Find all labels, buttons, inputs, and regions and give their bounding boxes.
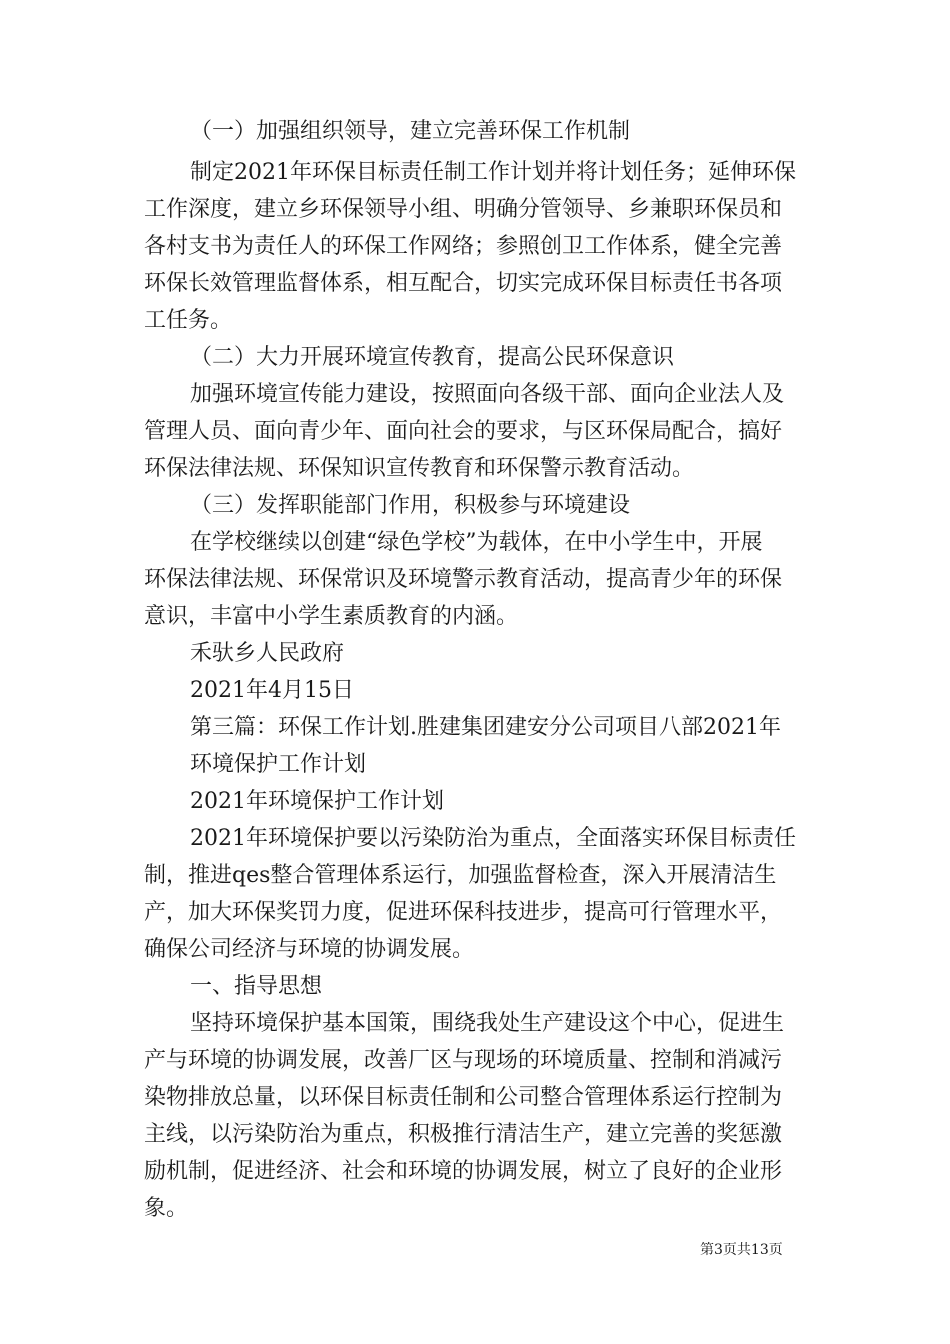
paragraph-line: 环保法律法规、环保知识宣传教育和环保警示教育活动。 (144, 456, 695, 481)
paragraph-line: 工作深度，建立乡环保领导小组、明确分管领导、乡兼职环保员和 (144, 197, 783, 222)
chapter-title-continued: 环境保护工作计划 (190, 752, 367, 777)
paragraph-line: 环保长效管理监督体系，相互配合，切实完成环保目标责任书各项 (144, 271, 783, 296)
section-heading-guiding-ideology: 一、指导思想 (190, 974, 323, 999)
paragraph-line: 染物排放总量，以环保目标责任制和公司整合管理体系运行控制为 (144, 1085, 783, 1110)
paragraph-line: 制，推进qes整合管理体系运行，加强监督检查，深入开展清洁生 (144, 863, 777, 888)
paragraph-line: 意识，丰富中小学生素质教育的内涵。 (144, 604, 519, 629)
section-heading-2: （二）大力开展环境宣传教育，提高公民环保意识 (190, 345, 675, 370)
signature-date: 2021年4月15日 (190, 678, 354, 703)
paragraph-line: 在学校继续以创建“绿色学校”为载体，在中小学生中，开展 (190, 530, 763, 555)
paragraph-line: 各村支书为责任人的环保工作网络；参照创卫工作体系，健全完善 (144, 234, 783, 259)
plan-title: 2021年环境保护工作计划 (190, 789, 444, 814)
paragraph-line: 产，加大环保奖罚力度，促进环保科技进步，提高可行管理水平， (144, 900, 783, 925)
paragraph-line: 加强环境宣传能力建设，按照面向各级干部、面向企业法人及 (190, 382, 785, 407)
paragraph-line: 象。 (144, 1196, 189, 1221)
paragraph-line: 工任务。 (144, 308, 233, 333)
paragraph-line: 2021年环境保护要以污染防治为重点，全面落实环保目标责任 (190, 826, 796, 851)
paragraph-line: 确保公司经济与环境的协调发展。 (144, 937, 475, 962)
signature-organization: 禾驮乡人民政府 (190, 641, 345, 666)
paragraph-line: 环保法律法规、环保常识及环境警示教育活动，提高青少年的环保 (144, 567, 783, 592)
paragraph-line: 主线，以污染防治为重点，积极推行清洁生产，建立完善的奖惩激 (144, 1122, 783, 1147)
paragraph-line: 坚持环境保护基本国策，围绕我处生产建设这个中心，促进生 (190, 1011, 785, 1036)
paragraph-line: 励机制，促进经济、社会和环境的协调发展，树立了良好的企业形 (144, 1159, 783, 1184)
paragraph-line: 产与环境的协调发展，改善厂区与现场的环境质量、控制和消减污 (144, 1048, 783, 1073)
paragraph-line: 管理人员、面向青少年、面向社会的要求，与区环保局配合，搞好 (144, 419, 783, 444)
page-indicator: 第3页共13页 (700, 1242, 783, 1258)
section-heading-3: （三）发挥职能部门作用，积极参与环境建设 (190, 493, 631, 518)
paragraph-line: 制定2021年环保目标责任制工作计划并将计划任务；延伸环保 (190, 160, 796, 185)
chapter-title: 第三篇：环保工作计划.胜建集团建安分公司项目八部2021年 (190, 715, 781, 740)
section-heading-1: （一）加强组织领导，建立完善环保工作机制 (190, 119, 631, 144)
